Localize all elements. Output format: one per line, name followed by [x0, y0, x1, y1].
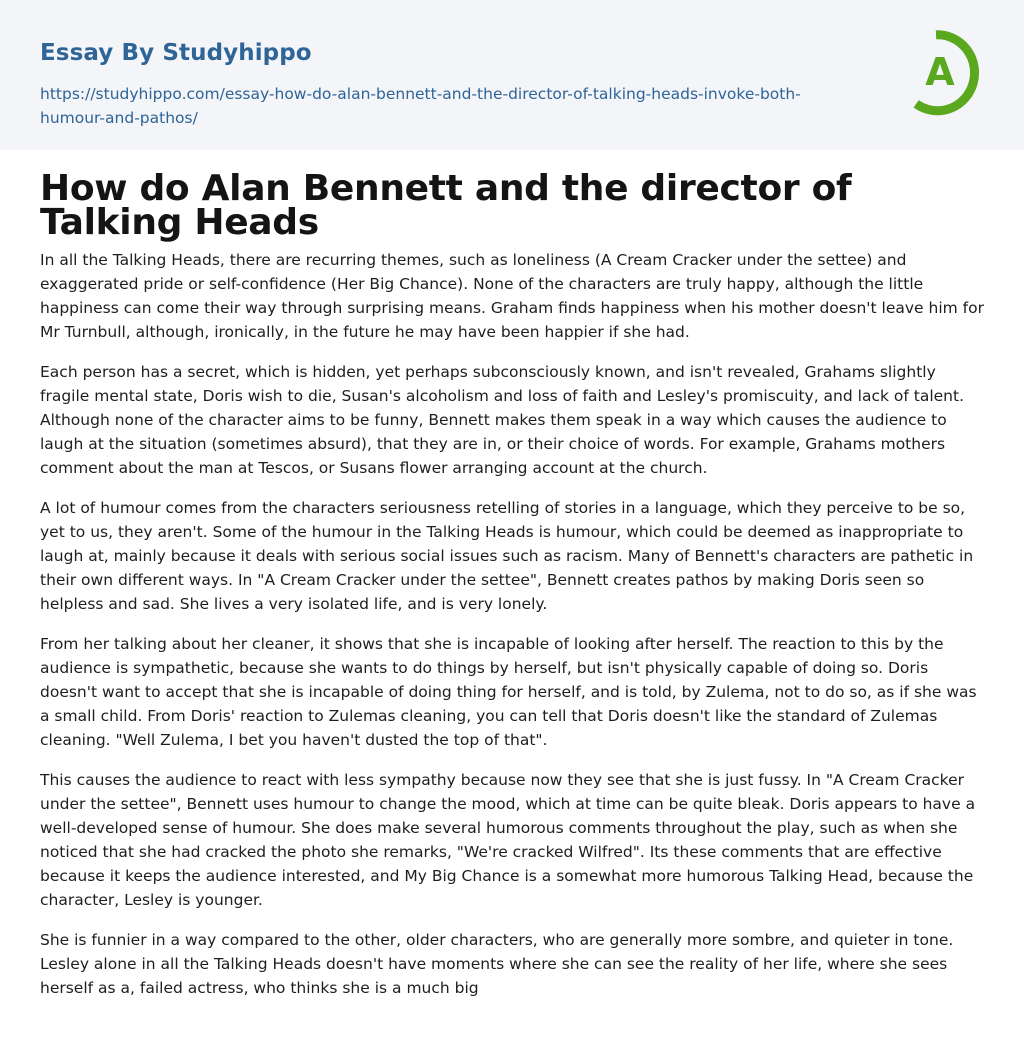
article-paragraph: Each person has a secret, which is hidden, yet perhaps subconsciously known, and isn't revealed, Grahams slightly fragile mental state, Doris wish to die, Susan's alcoholism and loss of faith and Lesley's promiscuity, and lack of talent. Although none of the character aims to be funny, Bennett makes them speak in a way which causes the audience to laugh at the situation (sometimes absurd), that they are in, or their choice of words. For example, Grahams mothers comment about the man at Tescos, or Susans flower arranging account at the church. [40, 363, 964, 477]
article-paragraph: A lot of humour comes from the characters seriousness retelling of stories in a language, which they perceive to be so, yet to us, they aren't. Some of the humour in the Talking Heads is humour, which could be deemed as inappropriate to laugh at, mainly because it deals with serious social issues such as racism. Many of Bennett's characters are pathetic in their own different ways. In "A Cream Cracker under the settee", Bennett creates pathos by making Doris seen so helpless and sad. She lives a very isolated life, and is very lonely. [40, 499, 974, 613]
site-header [0, 0, 1024, 150]
article-paragraph: This causes the audience to react with less sympathy because now they see that she is just fussy. In "A Cream Cracker under the settee", Bennett uses humour to change the mood, which at time can be quite bleak. Doris appears to have a well-developed sense of humour. She does make several humorous comments throughout the play, such as when she noticed that she had cracked the photo she remarks, "We're cracked Wilfred". Its these comments that are effective because it keeps the audience interested, and My Big Chance is a somewhat more humorous Talking Head, because the character, Lesley is younger. [40, 771, 976, 909]
article-paragraph: From her talking about her cleaner, it shows that she is incapable of looking after herself. The reaction to this by the audience is sympathetic, because she wants to do things by herself, but isn't physically capable of doing so. Doris doesn't want to accept that she is incapable of doing thing for herself, and is told, by Zulema, not to do so, as if she was a small child. From Doris' reaction to Zulemas cleaning, you can tell that Doris doesn't like the standard of Zulemas cleaning. "Well Zulema, I bet you haven't dusted the top of that". [40, 635, 977, 749]
article-paragraph: She is funnier in a way compared to the other, older characters, who are generally more sombre, and quieter in tone. Lesley alone in all the Talking Heads doesn't have moments where she can see the reality of her life, where she sees herself as a, failed actress, who thinks she is a much big [40, 931, 954, 997]
article [0, 168, 1024, 1000]
article-paragraph: In all the Talking Heads, there are recurring themes, such as loneliness (A Cream Cracker under the settee) and exaggerated pride or self-confidence (Her Big Chance). None of the characters are truly happy, although the little happiness can come their way through surprising means. Graham finds happiness when his mother doesn't leave him for Mr Turnbull, although, ironically, in the future he may have been happier if she had. [40, 251, 984, 341]
studyhippo-logo-icon[interactable] [904, 28, 988, 116]
page-title: How do Alan Bennett and the director of Talking Heads [40, 168, 852, 243]
source-url-link[interactable]: https://studyhippo.com/essay-how-do-alan-bennett-and-the-director-of-talking-heads-invoke-both-humour-and-pathos/ [40, 85, 801, 127]
logo-letter: A [925, 50, 955, 94]
site-brand[interactable]: Essay By Studyhippo [40, 40, 312, 66]
